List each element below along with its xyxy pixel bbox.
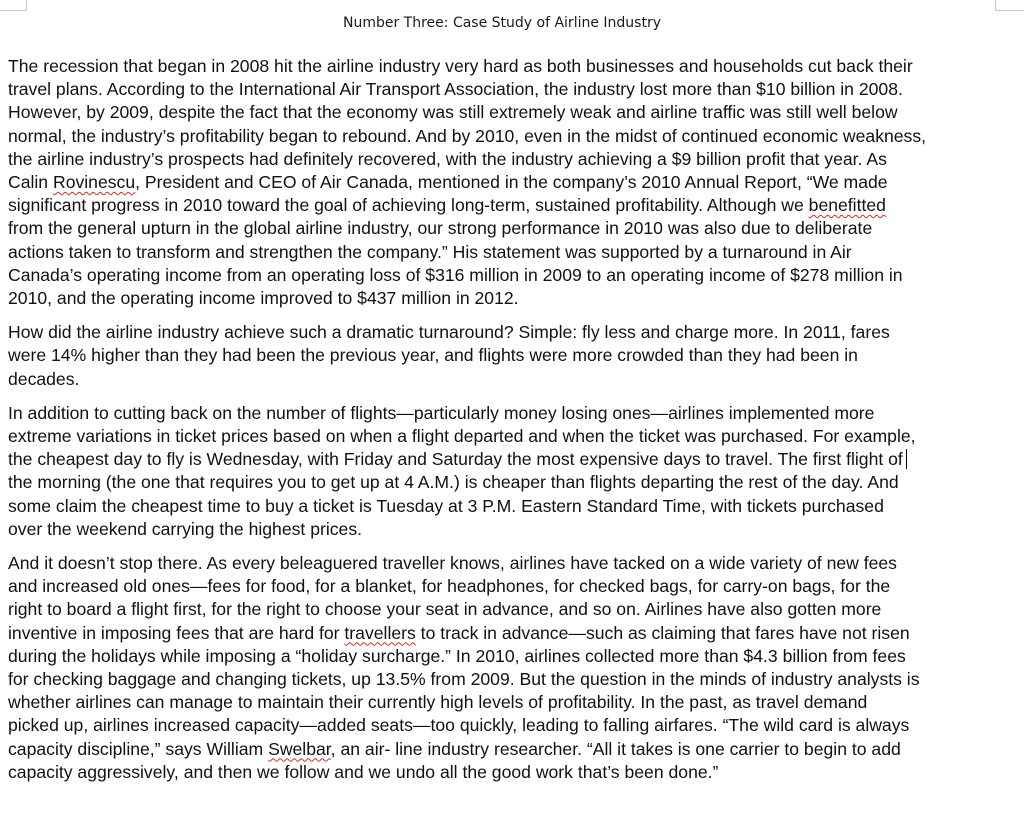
text-line[interactable] bbox=[8, 171, 1008, 194]
paragraph-3[interactable] bbox=[8, 402, 1008, 541]
line-text-after: to track in advance—such as claiming that fares have not risen bbox=[415, 622, 910, 643]
text-line[interactable] bbox=[8, 148, 1008, 171]
line-text-after: , President and CEO of Air Canada, mentioned in the company’s 2010 Annual Report, “We made bbox=[135, 172, 888, 193]
text-line[interactable] bbox=[8, 518, 1008, 541]
text-line[interactable] bbox=[8, 241, 1008, 264]
line-text: were 14% higher than they had been the previous year, and flights were more crowded than they had been in bbox=[8, 345, 858, 366]
text-line[interactable] bbox=[8, 287, 1008, 310]
text-line[interactable] bbox=[8, 264, 1008, 287]
line-text-before: inventive in imposing fees that are hard for bbox=[8, 622, 345, 643]
line-text-after: , an air- line industry researcher. “All it takes is one carrier to begin to add bbox=[330, 738, 901, 759]
text-line[interactable] bbox=[8, 691, 1008, 714]
spellcheck-flagged-word[interactable]: benefitted bbox=[808, 195, 886, 216]
line-text-before: Calin bbox=[8, 172, 53, 193]
line-text: How did the airline industry achieve such a dramatic turnaround? Simple: fly less and charge more. In 2011, fares bbox=[8, 322, 890, 343]
text-line[interactable] bbox=[8, 448, 1008, 471]
paragraph-4[interactable] bbox=[8, 552, 1008, 784]
text-cursor bbox=[906, 449, 907, 469]
spellcheck-flagged-word[interactable]: Rovinescu bbox=[52, 172, 136, 193]
text-line[interactable] bbox=[8, 598, 1008, 621]
text-line[interactable] bbox=[8, 194, 1008, 217]
line-text: Canada’s operating income from an operating loss of $316 million in 2009 to an operating income of $278 million in bbox=[8, 264, 903, 285]
line-text: from the general upturn in the global airline industry, our strong performance in 2010 was also due to deliberate bbox=[8, 218, 873, 239]
page-corner-mark-left bbox=[0, 0, 27, 11]
page-corner-mark-right bbox=[995, 0, 1024, 11]
spellcheck-flagged-word[interactable]: travellers bbox=[344, 622, 416, 643]
line-text: and increased old ones—fees for food, for a blanket, for headphones, for checked bags, for carry-on bags, for the bbox=[8, 576, 891, 597]
line-text: capacity aggressively, and then we follow and we undo all the good work that’s been done.” bbox=[8, 761, 719, 782]
line-text: The recession that began in 2008 hit the airline industry very hard as both businesses and households cut back their bbox=[8, 56, 913, 76]
line-text: 2010, and the operating income improved to $437 million in 2012. bbox=[8, 288, 519, 309]
text-line[interactable] bbox=[8, 622, 1008, 645]
paragraph-2[interactable] bbox=[8, 321, 1008, 391]
line-text: whether airlines can manage to maintain their currently high levels of profitability. In the past, as travel demand bbox=[8, 692, 868, 713]
text-line[interactable] bbox=[8, 344, 1008, 367]
text-line[interactable] bbox=[8, 402, 1008, 425]
spellcheck-flagged-word[interactable]: Swelbar bbox=[268, 738, 331, 759]
text-line[interactable] bbox=[8, 575, 1008, 598]
text-line[interactable] bbox=[8, 645, 1008, 668]
text-line[interactable] bbox=[8, 761, 1008, 784]
line-text: picked up, airlines increased capacity—added seats—too quickly, leading to falling airfares. “The wild card is always bbox=[8, 715, 910, 736]
line-text: extreme variations in ticket prices based on when a flight departed and when the ticket was purchased. For example, bbox=[8, 426, 916, 447]
document-title[interactable]: Number Three: Case Study of Airline Industry bbox=[342, 15, 661, 31]
line-text: actions taken to transform and strengthen the company.” His statement was supported by a turnaround in Air bbox=[8, 241, 852, 262]
text-line[interactable] bbox=[8, 101, 1008, 124]
line-text: travel plans. According to the International Air Transport Association, the industry lost more than $10 billion in 2008. bbox=[8, 79, 903, 100]
paragraph-1[interactable] bbox=[8, 55, 1008, 310]
text-line[interactable] bbox=[8, 552, 1008, 575]
line-text: However, by 2009, despite the fact that the economy was still extremely weak and airline traffic was still well below bbox=[8, 102, 898, 123]
line-text-before: significant progress in 2010 toward the goal of achieving long-term, sustained profitability. Although we bbox=[8, 195, 809, 216]
text-line[interactable] bbox=[8, 321, 1008, 344]
line-text: during the holidays while imposing a “holiday surcharge.” In 2010, airlines collected more than $4.3 billion from fees bbox=[8, 645, 906, 666]
line-text: the morning (the one that requires you to get up at 4 A.M.) is cheaper than flights departing the rest of the day. And bbox=[8, 472, 899, 493]
line-text-before: capacity discipline,” says William bbox=[8, 738, 269, 759]
line-text: for checking baggage and changing tickets, up 13.5% from 2009. But the question in the minds of industry analysts is bbox=[8, 669, 920, 690]
text-line[interactable] bbox=[8, 125, 1008, 148]
line-text: over the weekend carrying the highest prices. bbox=[8, 518, 363, 539]
line-text: some claim the cheapest time to buy a ticket is Tuesday at 3 P.M. Eastern Standard Time, with tickets purchased bbox=[8, 495, 884, 516]
text-line[interactable] bbox=[8, 668, 1008, 691]
line-text: decades. bbox=[8, 368, 80, 389]
line-text: In addition to cutting back on the number of flights—particularly money losing ones—airlines implemented more bbox=[8, 402, 875, 423]
line-text: the cheapest day to fly is Wednesday, with Friday and Saturday the most expensive days to travel. The first flight of bbox=[8, 449, 903, 470]
text-line[interactable] bbox=[8, 217, 1008, 240]
line-text: And it doesn’t stop there. As every beleaguered traveller knows, airlines have tacked on a wide variety of new fees bbox=[8, 553, 897, 574]
text-line[interactable] bbox=[8, 471, 1008, 494]
text-line[interactable] bbox=[8, 495, 1008, 518]
text-line[interactable] bbox=[8, 55, 1008, 78]
text-line[interactable] bbox=[8, 368, 1008, 391]
line-text: right to board a flight first, for the right to choose your seat in advance, and so on. Airlines have also gotten more bbox=[8, 599, 882, 620]
text-line[interactable] bbox=[8, 78, 1008, 101]
document-body[interactable] bbox=[8, 55, 1008, 795]
text-line[interactable] bbox=[8, 714, 1008, 737]
line-text: the airline industry’s prospects had definitely recovered, with the industry achieving a $9 billion profit that year. As bbox=[8, 148, 887, 169]
text-line[interactable] bbox=[8, 425, 1008, 448]
text-line[interactable] bbox=[8, 738, 1008, 761]
line-text: normal, the industry’s profitability began to rebound. And by 2010, even in the midst of continued economic weakness, bbox=[8, 125, 927, 146]
